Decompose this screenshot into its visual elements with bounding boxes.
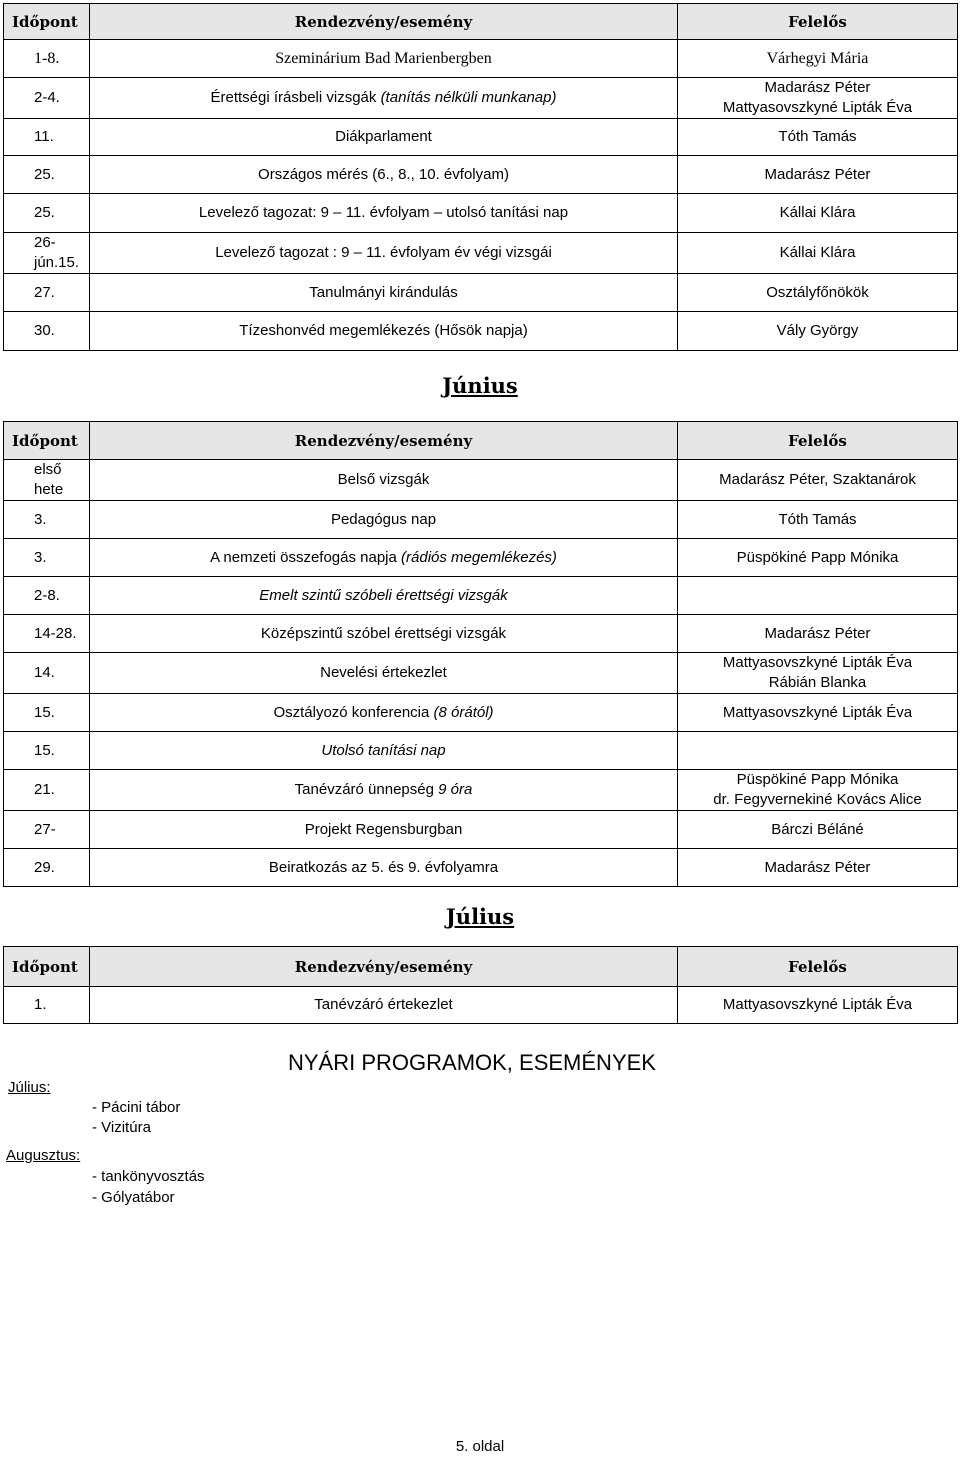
time-cell [4,577,90,615]
responsible-name: dr. Fegyvernekiné Kovács Alice [713,791,922,808]
time-cell [4,732,90,770]
event-cell [90,40,678,78]
event-note: (8 órától) [433,703,494,721]
time-cell [4,78,90,119]
responsible-cell [678,233,958,274]
time-text: első hete [34,461,64,498]
responsible-name: Mattyasovszkyné Lipták Éva [722,996,913,1013]
event-text: Tanévzáró ünnepség [294,781,439,798]
time-cell [4,811,90,849]
responsible-name: Madarász Péter [764,165,871,183]
responsible-cell [678,811,958,849]
responsible-name: Püspökiné Papp Mónika [736,548,899,566]
responsible-cell [678,770,958,811]
table-row [4,40,958,78]
table-header-row [4,422,958,460]
event-text: Belső vizsgák [337,471,430,488]
event-note: Emelt szintű szóbeli érettségi vizsgák [259,586,508,604]
time-text: 25. [34,204,55,221]
event-cell [90,615,678,653]
page-number: 5. oldal [455,1438,505,1455]
june-title: Június [442,373,518,398]
responsible-name: Madarász Péter [764,79,871,96]
responsible-name: Madarász Péter [764,624,871,642]
time-cell [4,460,90,501]
table-row [4,615,958,653]
event-text: A nemzeti összefogás napja [210,548,402,566]
event-cell [90,732,678,770]
event-text: Levelező tagozat : 9 – 11. évfolyam év végi vizsgái [215,244,552,261]
event-cell [90,312,678,351]
time-cell [4,194,90,233]
event-cell [90,78,678,119]
table-row [4,811,958,849]
time-cell [4,539,90,577]
time-cell [4,849,90,887]
header-resp: Felelős [678,4,958,40]
time-text: 1-8. [34,49,60,67]
event-cell [90,987,678,1024]
june-events-table [3,421,958,887]
table-row [4,849,958,887]
event-text: Tízeshonvéd megemlékezés (Hősök napja) [239,322,528,339]
august-label: Augusztus: [6,1147,81,1164]
table-row [4,194,958,233]
table-row [4,274,958,312]
responsible-cell [678,78,958,119]
time-cell [4,274,90,312]
event-cell [90,460,678,501]
table-row [4,539,958,577]
header-time: Időpont [4,947,90,987]
event-note: (tanítás nélküli munkanap) [380,89,557,106]
event-cell [90,770,678,811]
header-resp: Felelős [678,422,958,460]
header-event: Rendezvény/esemény [90,4,678,40]
responsible-cell [678,653,958,694]
responsible-cell [678,501,958,539]
responsible-name: Mattyasovszkyné Lipták Éva [722,703,913,721]
table-row [4,694,958,732]
header-time: Időpont [4,422,90,460]
event-cell [90,233,678,274]
august-item: - Gólyatábor [92,1189,175,1206]
table-row [4,653,958,694]
table-row [4,501,958,539]
may-events-table [3,3,958,351]
responsible-cell [678,987,958,1024]
time-text: 15. [34,703,55,721]
table-row [4,312,958,351]
event-cell [90,811,678,849]
time-text: 29. [34,858,55,876]
time-text: 11. [34,128,54,145]
time-text: 2-8. [34,586,60,604]
event-cell [90,194,678,233]
time-cell [4,770,90,811]
event-cell [90,539,678,577]
time-cell [4,694,90,732]
time-cell [4,233,90,274]
table-header-row [4,4,958,40]
july-item: - Vizitúra [92,1119,151,1136]
event-text: Nevelési értekezlet [320,664,447,681]
header-event: Rendezvény/esemény [90,947,678,987]
july-events-table [3,946,958,1024]
responsible-name: Madarász Péter, Szaktanárok [719,471,916,488]
time-text: 25. [34,165,55,183]
responsible-cell [678,40,958,78]
time-cell [4,615,90,653]
time-cell [4,987,90,1024]
event-note: 9 óra [438,781,473,798]
responsible-cell [678,694,958,732]
event-text: Beiratkozás az 5. és 9. évfolyamra [268,858,499,876]
responsible-cell [678,194,958,233]
table-header-row [4,947,958,987]
event-note: (rádiós megemlékezés) [401,548,557,566]
event-cell [90,577,678,615]
time-cell [4,40,90,78]
time-text: 30. [34,322,55,339]
event-cell [90,501,678,539]
august-item: - tankönyvosztás [92,1168,205,1185]
time-text: 3. [34,510,47,528]
table-row [4,732,958,770]
responsible-cell [678,119,958,156]
event-text: Középszintű szóbel érettségi vizsgák [260,624,507,642]
table-row [4,78,958,119]
responsible-name: Osztályfőnökök [766,283,869,301]
event-text: Tanulmányi kirándulás [309,283,458,301]
time-text: 27- [34,820,56,838]
table-row [4,770,958,811]
event-cell [90,156,678,194]
time-text: 21. [34,781,55,798]
event-cell [90,694,678,732]
july-label: Július: [8,1079,51,1096]
event-text: Levelező tagozat: 9 – 11. évfolyam – utolsó tanítási nap [198,204,569,221]
july-item: - Pácini tábor [92,1099,181,1116]
time-cell [4,119,90,156]
event-cell [90,119,678,156]
responsible-name: Madarász Péter [764,858,871,876]
responsible-cell [678,274,958,312]
header-event: Rendezvény/esemény [90,422,678,460]
july-title: Július [445,904,515,929]
event-text: Tanévzáró értekezlet [314,996,453,1013]
responsible-name: Tóth Tamás [778,128,857,145]
time-text: 14-28. [34,624,77,642]
event-text: Országos mérés (6., 8., 10. évfolyam) [258,165,509,183]
time-text: 1. [34,996,47,1013]
event-text: Érettségi írásbeli vizsgák [210,89,381,106]
event-text: Osztályozó konferencia [273,703,434,721]
responsible-name: Vály György [776,322,859,339]
table-row [4,156,958,194]
responsible-name: Mattyasovszkyné Lipták Éva [722,654,913,671]
responsible-cell [678,732,958,770]
time-cell [4,501,90,539]
time-text: 15. [34,741,55,759]
event-text: Szeminárium Bad Marienbergben [275,49,492,67]
responsible-cell [678,849,958,887]
event-cell [90,274,678,312]
event-text: Diákparlament [335,128,432,145]
table-row [4,460,958,501]
time-cell [4,653,90,694]
responsible-cell [678,156,958,194]
responsible-cell [678,539,958,577]
responsible-name: Bárczi Béláné [771,820,864,838]
responsible-name: Tóth Tamás [778,510,857,528]
responsible-name: Kállai Klára [779,204,856,221]
responsible-cell [678,312,958,351]
header-time: Időpont [4,4,90,40]
event-cell [90,653,678,694]
event-note: Utolsó tanítási nap [321,741,446,759]
event-text: Projekt Regensburgban [304,820,463,838]
time-text: 14. [34,664,55,681]
table-row [4,577,958,615]
responsible-name: Kállai Klára [779,244,856,261]
responsible-cell [678,577,958,615]
responsible-cell [678,460,958,501]
event-cell [90,849,678,887]
responsible-name: Mattyasovszkyné Lipták Éva [722,99,913,116]
time-cell [4,156,90,194]
table-row [4,987,958,1024]
summer-programs-title: NYÁRI PROGRAMOK, ESEMÉNYEK [288,1050,656,1075]
time-text: 3. [34,548,47,566]
responsible-name: Püspökiné Papp Mónika [736,771,899,788]
time-text: 26-jún.15. [34,234,80,271]
header-resp: Felelős [678,947,958,987]
table-row [4,233,958,274]
event-text: Pedagógus nap [330,510,437,528]
time-text: 27. [34,283,55,301]
responsible-cell [678,615,958,653]
time-cell [4,312,90,351]
responsible-name: Rábián Blanka [768,674,867,691]
time-text: 2-4. [34,89,60,106]
table-row [4,119,958,156]
responsible-name: Várhegyi Mária [766,49,869,67]
